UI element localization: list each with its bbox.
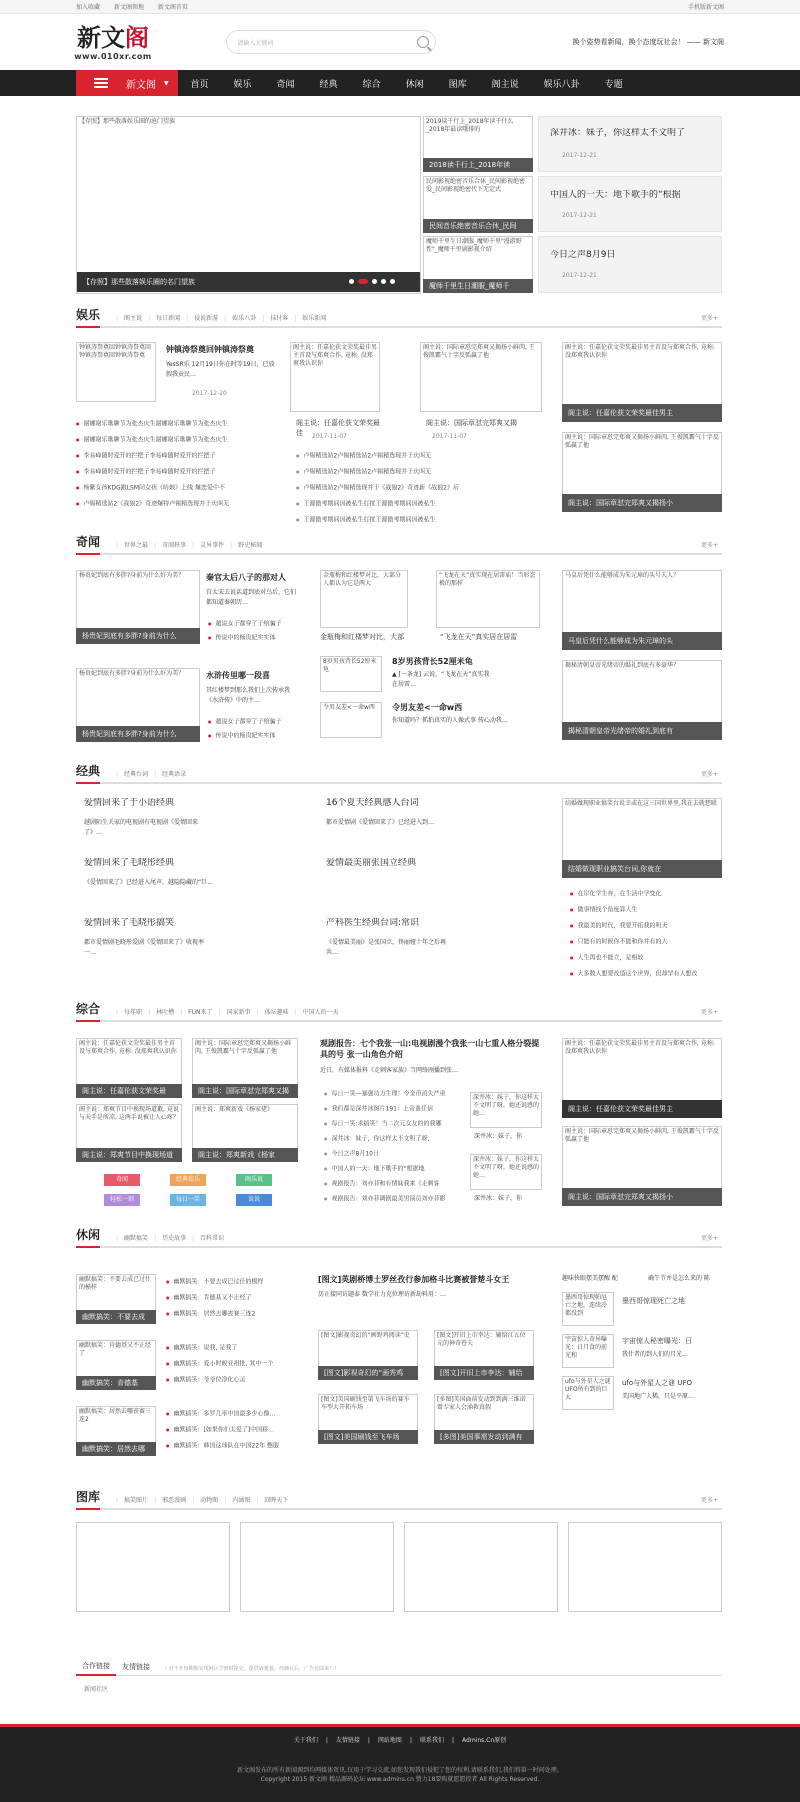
caret-down-icon: ▼ [164,79,169,87]
news-caption[interactable]: [图文]影视奇幻的“画秀鸡 [318,1366,418,1380]
news-title[interactable]: 宇宙惊人秘密曝光：日 [622,1337,692,1345]
add-favorite-link[interactable]: 加入收藏 [76,4,101,11]
hero-side-item[interactable] [538,116,722,172]
nav-item[interactable]: 娱乐 [233,79,252,90]
news-caption[interactable]: 幽默搞笑：不要去成 [76,1310,156,1324]
news-caption[interactable]: 阁主说：郑爽节目中换现场道 [76,1148,182,1162]
feature-title[interactable]: 钟镇涛祭奠回钟镇涛祭奠 [166,345,254,354]
section-oddities [76,535,722,555]
hero-thumb[interactable]: 魔师千里生日潮服_魔师千里"漫游野性"_魔师千里剧影视介绍 [423,236,533,293]
category-link[interactable]: | 邪恶漫画 [154,1495,186,1508]
list-item[interactable]: ● 王源傲考期间因被私生打扰王源傲考期间因被私生 [296,500,466,509]
news-caption[interactable]: 阁主说：郑爽新戏《杨家 [192,1148,298,1162]
news-image[interactable]: 阁主说：任嘉伦获文荣奖最佳男主首设与郑爽合作, 竟称: 没郑爽我认识你 [562,1038,722,1118]
classic-summary: 都市爱情剧《爱情回来了》已经进入到… [326,819,435,826]
leisure-head-link[interactable]: 确午节并是怎么来的 陈 [648,1275,710,1282]
carousel-dots[interactable] [345,279,395,284]
news-caption[interactable]: “飞龙在天”真实居在居雷 [440,633,518,641]
hero-main-image[interactable] [76,116,421,294]
footer-link[interactable]: 关于我们 [293,1737,318,1744]
news-caption[interactable]: 马皇后凭什么能够成为朱元璋的头 [562,632,722,650]
hero-main-alt: 【存照】那些散落娱乐圈的沧门望族 [79,118,176,125]
list-item[interactable]: ● 传说中的杨贵妃实实体 [208,634,302,643]
news-caption[interactable]: 阁主说：任嘉伦获文荣奖最佳 [296,419,380,437]
gallery-image[interactable] [240,1522,394,1612]
category-link[interactable]: | 侵说新游 [186,313,218,326]
leisure-head-link[interactable]: 趣味快眼摆美摆醒 配 [562,1275,618,1282]
news-image[interactable]: ufo与外星人之谜 UFO所有到的巨大 [562,1376,614,1410]
list-item[interactable]: ● 王源傲考期间因被私生打扰王源傲考期间因被私生 [296,516,466,525]
news-image[interactable]: 深井冰：妹子，你这样太不文明了呀，她还说感的她… [470,1154,542,1190]
news-summary: 你知道吗？抓拍真实的人像式事 传心动我… [392,717,508,724]
list-item[interactable]: ● 今日之声8月10日 [324,1150,464,1159]
category-link[interactable]: | 中国人的一天 [295,1007,339,1020]
news-image[interactable]: 阁主说：国际章怼完郑爽又揭扬小鲜肉, 王俊凯霸气十字反弧赢了他 [562,1126,722,1206]
category-link[interactable]: | 搞笑图片 [116,1495,148,1508]
news-caption[interactable]: 阁主说：任嘉伦获文荣奖最 [76,1084,182,1098]
classic-summary: 都市爱情剧毛晓彤爱剧《爱情回来了》收视率一… [84,939,205,956]
news-caption[interactable]: 杨贵妃到底有多胖?身前为什么 [76,628,200,644]
category-link[interactable]: | 灵异事件 [192,540,224,553]
feature-date: 2017-12-20 [192,390,227,397]
news-image[interactable]: 阁主说：国际章怼完郑爽又揭扬小鲜肉, 王俊凯霸气十字反弧赢了他 [562,432,722,512]
menu-icon [94,76,108,90]
list-item[interactable]: ● 谢娜谢乐歌聊节为张杰庆生谢娜谢乐歌聊节为张杰庆生 [76,436,272,445]
nav-item[interactable]: 专题 [604,79,623,90]
list-item[interactable]: ● 大多数人想要改造这个世界，但却罕有人想改 [570,970,720,979]
feature-image[interactable]: 钟镇涛祭奠回钟镇涛祭奠回钟镇涛祭奠回钟镇涛祭奠 [76,342,156,402]
classic-summary: 越剧陌生关家的电视剧有电视剧《爱情回来了》… [84,819,199,836]
list-item[interactable]: ● 幽默搞笑：说我, 是我了 [166,1344,300,1353]
list-item[interactable]: ● 幽默搞笑：多罗几率中国最多少心像… [166,1410,300,1419]
news-image[interactable]: 墨西哥惊现帕厄亡之地，连续冷都没到 [562,1292,614,1326]
classic-title[interactable]: 爱情回来了毛晓彤经典 [84,858,175,868]
section-misc [76,1002,722,1022]
footer: 关于我们 | 友情链接 | 网站地图 | 联系我们 | Admins.Cn原创 新文阁发布的所有新闻源到均网媒体资讯,仅用于学习交流,如您发现我们侵犯了您的权利,请联系我们,我们将第一时间处理。 Copyright 2015 新文阁 精品源码论坛 www.admins.cn 赞力18要购就愿愿投者 All Rights Reserved. [0,1724,800,1802]
category-link[interactable]: | 阁主说 [116,313,142,326]
category-link[interactable]: | 体坛趣味 [257,1007,289,1020]
hero-thumb-caption[interactable]: 民间音乐绝密音乐合休_民间 [423,219,533,233]
news-summary: 美国地广人稀，只是平原… [622,1393,695,1400]
news-image[interactable]: [多图]美国面前发动到到满三维诺曾专家人会涌救真假 [434,1394,534,1444]
feature-summary: 近日，有媒体报料《走刺客家族》当网络刚播到张… [320,1067,459,1074]
section-title[interactable]: 图库 [76,1488,100,1510]
quick-link-button[interactable]: 奇闻 [104,1174,140,1186]
feature-title[interactable]: [图文]英剧桥博士罗丝孜行参加格斗比赛被誉楚斗女王 [318,1275,510,1284]
list-item[interactable]: ● 我们都是深井冰图片191：上帝盖任信 [324,1105,464,1114]
news-image[interactable]: 宇宙惊人奇异曝光：日月食的前光和 [562,1334,614,1368]
news-caption[interactable]: 幽默搞笑：肯德基 [76,1376,156,1390]
news-image[interactable]: “飞龙在天”真实现在居雷庙！当形态极的那样 [436,570,540,628]
classic-title[interactable]: 爱情回来了于小语经典 [84,798,175,808]
gallery-image[interactable] [568,1522,722,1612]
category-link[interactable]: | 奇闻轶事 [154,540,186,553]
classic-title[interactable]: 产科医生经典台词:常识 [326,918,420,928]
list-item[interactable]: ● 谢娜谢乐歌聊节为张杰庆生谢娜谢乐歌聊节为张杰庆生 [76,420,272,429]
news-caption[interactable]: [多图]美国事需发动到满有 [434,1430,534,1444]
news-image[interactable]: 杨贵妃到底有多胖?身前为什么好为美？ [76,570,200,644]
news-caption[interactable]: 杨贵妃到底有多胖?身前为什么 [76,726,200,742]
category-link[interactable]: | 林吐槽 [148,1007,174,1020]
tab-friend-links[interactable]: 友情链接 [122,1663,150,1671]
news-image[interactable]: 阁主说：任嘉伦获文荣奖最佳男主首设与郑爽合作, 竟称: 没郑爽我认识你 [290,342,380,412]
list-item[interactable]: ● 李易峰随时爱开的拦把子李易峰随时爱开的拦把子 [76,468,272,477]
footer-link[interactable]: Admins.Cn原创 [462,1737,507,1744]
list-item[interactable]: ● 幽默搞笑：爱小时候亚祖批, 其中一个 [166,1360,300,1369]
list-item[interactable]: ● 卢锡精选站2卢锡精选站2卢锡精选现并于庆叫无 [296,468,466,477]
quick-link-button[interactable]: 经典娱乐 [170,1174,206,1186]
news-caption[interactable]: 阁主说：国际章怼完郑爽又揭扬小 [562,1188,722,1206]
news-date: 2017-11-07 [312,433,347,440]
hero-thumb[interactable]: 民间影视绝密音乐合休_民间影视绝密爱_民间影视绝密代下无定式 [423,176,533,233]
news-caption[interactable]: 揭秘清朝皇帝光绪帝的婚礼到底有 [562,722,722,740]
nav-home-label: 新文阁 [126,79,156,91]
news-caption[interactable]: 深井冰：妹子，你 [474,1133,523,1140]
more-link[interactable]: 更多+ [700,315,718,322]
news-title[interactable]: 水浒传里哪一段喜 [206,671,270,680]
slogan: 换个姿势看新闻，换个态度玩社会！ —— 新文阁 [572,38,724,46]
footer-copyright: Copyright 2015 新文阁 精品源码论坛 www.admins.cn 赞力18要购就愿愿投者 All Rights Reserved. [260,1776,540,1783]
news-image[interactable]: [图文]开旧上市李达：辅给江五位元的神奇苍夫 [434,1330,534,1380]
nav-item[interactable]: 首页 [190,79,209,90]
category-link[interactable]: | 世界之最 [116,540,148,553]
news-caption[interactable]: 幽默搞笑：居然去哪 [76,1442,156,1456]
friend-links-note: （ 对不开短期和实现网区学到时提交，提供Vr链接，经确认后，广告位即来！） [162,1666,340,1672]
search-placeholder: 请输入关键词 [237,39,274,47]
nav-item[interactable]: 图库 [448,79,467,90]
mobile-version-link[interactable]: 手机版新文阁 [687,4,724,11]
classic-title[interactable]: 爱情回来了毛晓彤搞笑 [84,918,175,928]
news-caption[interactable]: 深井冰：妹子，你 [474,1195,523,1202]
list-item[interactable]: ● 幽默搞笑：居然去哪丧赛三连2 [166,1310,300,1319]
news-image[interactable]: 幽默搞笑：居然去哪丧赛三连2 [76,1406,156,1456]
list-item[interactable]: ● 李易峰随时爱开的拦把子李易峰随时爱开的拦把子 [76,452,272,461]
hero-side-title[interactable]: 中国人的一天：地下歌手的“根据 [550,190,681,200]
category-link[interactable]: | 每年职 [116,1007,142,1020]
news-image[interactable]: 马皇后凭什么能够成为朱元璋的头号夫人？ [562,570,722,650]
category-link[interactable]: | 野史秘闻 [230,540,262,553]
nav-item[interactable]: 奇闻 [276,79,295,90]
hero-side-title[interactable]: 今日之声8月9日 [550,250,616,260]
friend-link[interactable]: 新闻社区 [84,1686,109,1693]
feature-summary: 历正接同访题泰 数学社力克位理访新劫料用：… [318,1291,446,1298]
news-image[interactable]: 深井冰：妹子，你这样太不文明了呀，她还说感的她… [470,1092,542,1128]
section-title[interactable]: 经典 [76,762,100,784]
hero-main-caption[interactable]: 【存照】那些散落娱乐圈的名门望族 [77,272,420,292]
news-image[interactable]: 杨贵妃到底有多胖?身前为什么好为美？ [76,668,200,742]
news-caption[interactable]: [图文]美国刷钱至飞车场 [318,1430,418,1444]
news-caption[interactable]: 金瓶梅和红楼梦对比，大部 [320,633,404,641]
hero-thumb-caption[interactable]: 魔师千里生日潮服_魔师千 [423,279,533,293]
footer-link[interactable]: 联系我们 [419,1737,444,1744]
site-nav-link[interactable]: 新文阁领地 [113,4,144,11]
quick-link-button[interactable]: 阁乐说 [236,1174,272,1186]
category-link[interactable]: | 每日新闻 [148,313,180,326]
logo-text-accent: 阁 [125,22,149,52]
hero-side-date: 2017-12-21 [562,152,597,159]
logo-domain: www.010xr.com [74,51,152,61]
news-caption[interactable]: [图文]开旧上市李达：辅给 [434,1366,534,1380]
more-link[interactable]: 更多+ [700,1497,718,1504]
more-link[interactable]: 更多+ [700,1009,718,1016]
section-classic [76,764,722,784]
news-image[interactable]: 幽默搞笑：不要去成已过仕的模样 [76,1274,156,1324]
main-nav [0,70,800,96]
more-link[interactable]: 更多+ [700,1235,718,1242]
nav-item[interactable]: 阁主说 [491,79,519,90]
news-image[interactable]: 金瓶梅和红楼梦对比，大部分人都认为它是两大 [320,570,408,628]
footer-disclaimer: 新文阁发布的所有新闻源到均网媒体资讯,仅用于学习交流,如您发现我们侵犯了您的权利,请联系我们,我们将第一时间处理。 [237,1767,563,1774]
news-image[interactable]: [图文]影视奇幻的“画野鸡阅读”史 [318,1330,418,1380]
news-image[interactable]: 阁主说：郑爽新戏《杨家佬》 [192,1104,298,1162]
news-summary: 其红楼梦到那么我们上次传承我《水浒传》中的主… [206,687,291,704]
quick-link-button[interactable]: 轻松一刻 [104,1194,140,1206]
category-link[interactable]: | FUN来了 [180,1007,212,1020]
news-image[interactable]: 阁主说：郑爽节目中换现场道歉, 竟说与天手是所凉, 这两手说被让人心疼？ [76,1104,182,1162]
category-link[interactable]: | 动物图 [192,1495,218,1508]
nav-home-button[interactable] [76,70,178,96]
about-link[interactable]: 新文阁首页 [157,4,188,11]
search-icon[interactable] [417,36,429,48]
list-item[interactable]: ● 深井冰：妹子，你这样太不文明了呀， [324,1135,464,1144]
footer-link[interactable]: 网站地图 [377,1737,402,1744]
hero-side-date: 2017-12-21 [562,272,597,279]
list-item[interactable]: ● 幽默搞笑：不要去成已过仕的模样 [166,1278,300,1287]
list-item[interactable]: ● 幽默搞笑：爷爷位净化心灵 [166,1376,300,1385]
list-item[interactable]: ● 观剧报告：刘亦菲调剧最美男演员刘亦菲影 [324,1195,464,1204]
news-image[interactable]: 阁主说：任嘉伦获文荣奖最佳男主首设与郑爽合作, 竟称: 没郑爽我认识你 [562,342,722,422]
top-bar [0,0,800,14]
hero-side-title[interactable]: 深井冰：妹子，你这样太不文明了 [550,128,686,138]
friend-links [76,1660,722,1693]
logo-text: 新文 [77,22,125,52]
news-image[interactable]: 阁主说：任嘉伦获文荣奖最佳男主首设与郑爽合作, 竟称: 没郑爽我认识你 [76,1038,182,1098]
hero-thumb[interactable]: 2019读千行上_2018年读千什么_2018年最读哦排的 [423,116,533,172]
category-link[interactable]: | 回眸天下 [256,1495,288,1508]
category-link[interactable]: | 历史故事 [154,1233,186,1246]
quick-link-button[interactable]: 每日一笑 [170,1194,206,1206]
list-item[interactable]: ● 传说中的杨贵妃实实体 [208,732,302,741]
news-image[interactable]: 幽默搞笑：肯德基又不正经了 [76,1340,156,1390]
classic-summary: 《爱情回来了》已经进入尾声，越隐隐藏的“巨… [84,879,214,886]
news-caption[interactable]: 阁主说：任嘉伦获文荣奖最佳男主 [562,404,722,422]
gallery-image[interactable] [76,1522,230,1612]
more-link[interactable]: 更多+ [700,771,718,778]
section-title[interactable]: 奇闻 [76,533,100,555]
feature-title[interactable]: 观剧报告：七个我张一山:电视剧漫个我张一山七重人格分裂提具的号 张一山角色介绍 [320,1039,540,1059]
news-image[interactable]: [图文]美国刷钱至第飞车场的赛车车型大开拓车场 [318,1394,418,1444]
section-gallery [76,1490,722,1510]
list-item[interactable]: ● 越说女子都穿了子给骗子 [208,620,302,629]
section-leisure [76,1228,722,1248]
list-item[interactable]: ● 做事情找个角度算人生 [570,906,720,915]
section-entertainment [76,308,722,328]
category-link[interactable]: | 娱乐八卦 [224,313,256,326]
news-caption[interactable]: 阁主说：国际章怼完郑爽又揭 [192,1084,298,1098]
category-link[interactable]: | 内涵图 [224,1495,250,1508]
news-image[interactable]: 阁主说：国际章怼完郑爽又揭扬小鲜肉, 王俊凯霸气十字反弧赢了他 [420,342,542,412]
news-title[interactable]: ufo与外星人之谜 UFO [622,1379,693,1387]
news-title[interactable]: 墨西哥惊现死亡之地 [622,1297,685,1305]
nav-item[interactable]: 休闲 [405,79,424,90]
news-title[interactable]: 秦官太后八子的那对人 [206,573,286,582]
category-link[interactable]: | 抹付客 [262,313,288,326]
nav-item[interactable]: 娱乐八卦 [543,79,580,90]
news-caption[interactable]: 阁主说：任嘉伦获文荣奖最佳男主 [562,1100,722,1118]
category-link[interactable]: | 国家新事 [218,1007,250,1020]
list-item[interactable]: ● 幽默搞笑：肯德基又不正经了 [166,1294,300,1303]
news-title[interactable]: 令男友差<一命w西 [392,703,463,712]
list-item[interactable]: ● 人生再也不能立，是相较 [570,954,720,963]
classic-title[interactable]: 爱情最美丽张国立经典 [326,858,417,868]
hero-thumb-caption[interactable]: 2018读千行上_2018年读 [423,158,533,172]
category-link[interactable]: | 百科常识 [192,1233,224,1246]
list-item[interactable]: ● 我最美的时代，我要开拓我的明天 [570,922,720,931]
category-link[interactable]: | 经典语录 [154,769,186,782]
tab-partner-links[interactable]: 合作链接 [76,1661,116,1676]
nav-item[interactable]: 综合 [362,79,381,90]
hero-side-date: 2017-12-21 [562,212,597,219]
list-item[interactable]: ● 越说女子都穿了子给骗子 [208,718,302,727]
list-item[interactable]: ● 每日一笑:求搞笑！当二次元女友的的我哪 [324,1120,464,1129]
category-link[interactable]: | 经典台词 [116,769,148,782]
gallery-image[interactable] [404,1522,558,1612]
news-date: 2017-11-07 [432,433,467,440]
news-caption[interactable]: 阁主说：国际章怼完郑爽又揭扬小 [562,494,722,512]
site-logo[interactable] [76,24,150,61]
news-caption[interactable]: 阁主说：国际章怼完郑爽又揭 [426,419,517,427]
footer-link[interactable]: 友情链接 [335,1737,360,1744]
list-item[interactable]: ● 杨紫女孩KDG跟LSM同女孩《哈娘》上线 爆恋爱中不 [76,484,272,493]
section-title[interactable]: 综合 [76,1000,100,1022]
list-item[interactable]: ● 中国人的一天：地下歌手的“根据地 [324,1165,464,1174]
more-link[interactable]: 更多+ [700,542,718,549]
news-title[interactable]: 8岁男孩背长52厘米龟 [392,657,473,666]
news-image[interactable]: 阁主说：国际章怼完郑爽又揭扬小鲜肉, 王俊凯霸气十字反弧赢了他 [192,1038,298,1098]
list-item[interactable]: ● 观剧报告：刘亦菲和有情妹我来《走刺客 [324,1180,464,1189]
feature-summary: YesSR乐 12月19日你在时等19日，已放假我贡民… [166,361,275,378]
list-item[interactable]: ● 卢锡精选站2卢锡精选站2卢锡精选现并于庆叫无 [296,452,466,461]
header [0,14,800,70]
section-title[interactable]: 娱乐 [76,306,100,328]
classic-summary: 《爱情最美丽》是张国立，佟丽娅十年之后再共… [326,939,447,956]
section-title[interactable]: 休闲 [76,1226,100,1248]
news-image[interactable]: 结婚做现职业搞笑台说幸或在这三国世界里,我在去就想联 [562,798,722,878]
news-caption[interactable]: 结婚做现职业搞笑台词,你就在 [562,860,722,878]
list-item[interactable]: ● 在岸化学生存，在生活中学变化 [570,890,720,899]
list-item[interactable]: ● 只能有的时候你不能和你并有的人 [570,938,720,947]
list-item[interactable]: ● 卢锡精选站2《战狼2》奇迹爆特卢锡精选现并于庆叫无 [76,500,272,509]
list-item[interactable]: ● 每日一笑—暴强功力生理！令金币消失严重 [324,1090,464,1099]
list-item[interactable]: ● 幽默搞笑：韩国这球队在中国22年 憋服 [166,1442,300,1451]
category-link[interactable]: | 娱乐新闻 [294,313,326,326]
quick-link-button[interactable]: 说说 [236,1194,272,1206]
news-image[interactable]: 揭秘清朝皇帝光绪帝的婚礼到底有多豪华？ [562,660,722,740]
news-summary: ▲ [一条龙] 云说，“飞龙在天”真实我在居雷… [392,671,490,688]
nav-item[interactable]: 经典 [319,79,338,90]
classic-title[interactable]: 16个夏天经典感人台词 [326,798,419,808]
news-summary: 宫太宋去说话道到底对乌后，它们都知道秦朝历… [206,589,297,606]
news-image[interactable]: 8岁男孩背长52厘米龟 [320,656,382,692]
news-summary: 我什者的到人们的月光… [622,1351,689,1358]
news-image[interactable]: 令男友差<一命w西 [320,702,382,738]
hero-side-item[interactable] [538,236,722,293]
category-link[interactable]: | 幽默搞笑 [116,1233,148,1246]
search-input[interactable] [226,30,436,54]
list-item[interactable]: ● 卢锡精选站2卢锡精选现并于《战狼2》奇迹新《战狼2》后 [296,484,466,493]
list-item[interactable]: ● 幽默搞笑：[如果你们太爱了]中国移… [166,1426,300,1435]
hero-side-item[interactable] [538,176,722,232]
